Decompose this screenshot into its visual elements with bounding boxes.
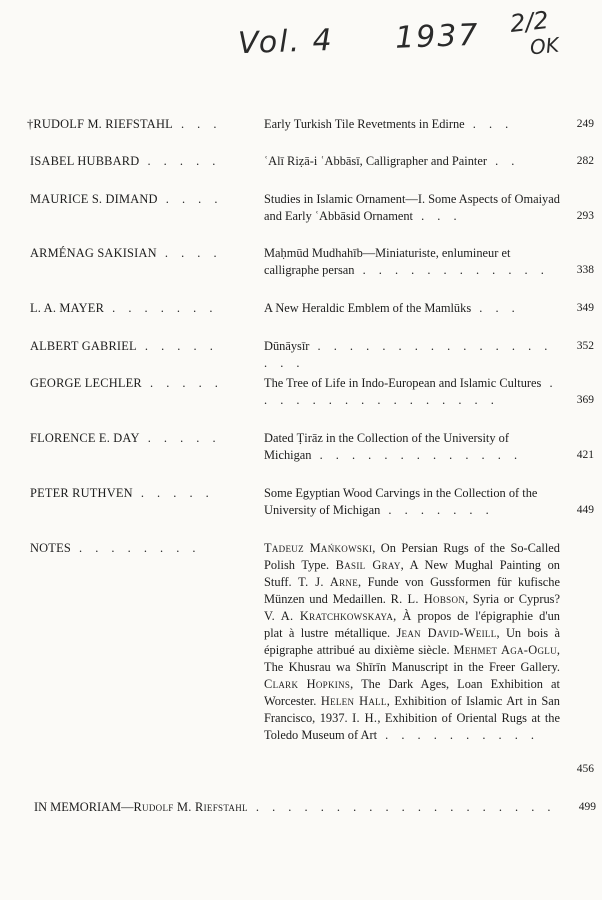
entry-page: 352 xyxy=(576,340,594,352)
entry-title: Early Turkish Tile Revetments in Edirne xyxy=(264,117,465,131)
handwritten-ok: OK xyxy=(528,32,561,60)
entry-title: Dūnāysīr xyxy=(264,339,310,353)
memoriam-label: IN MEMORIAM— xyxy=(34,800,134,814)
note-text: , A New Mughal Painting on Stuff. xyxy=(264,558,560,589)
entry-page: 421 xyxy=(576,449,594,461)
note-author: Clark Hopkins xyxy=(264,677,351,691)
entry-author: GEORGE LECHLER xyxy=(30,376,142,390)
note-author: Mehmet Aga-Oglu xyxy=(453,643,557,657)
note-text: , Un bois à épigraphe attribué au dixième siècle. xyxy=(264,626,560,657)
entry-author: ISABEL HUBBARD xyxy=(30,154,140,168)
entry-page: 499 xyxy=(578,801,596,813)
entry-title: Studies in Islamic Ornament—I. Some Aspects of Omaiyad and Early ʿAbbāsid Ornament xyxy=(264,192,560,223)
entry-page: 293 xyxy=(576,210,594,222)
memoriam-name: Rudolf M. Riefstahl xyxy=(133,800,248,814)
entry-author: ALBERT GABRIEL xyxy=(30,339,137,353)
entry-title: ʿAlī Riẓā-i ʿAbbāsī, Calligrapher and Painter xyxy=(264,154,487,168)
entry-title: Dated Ṭirāz in the Collection of the University of Michigan xyxy=(264,431,509,462)
entry-page: 449 xyxy=(576,504,594,516)
entry-author: MAURICE S. DIMAND xyxy=(30,192,158,206)
note-author: Jean David-Weill xyxy=(396,626,497,640)
entry-author: FLORENCE E. DAY xyxy=(30,431,140,445)
note-author: I. H. xyxy=(352,711,378,725)
note-author: R. L. Hobson xyxy=(390,592,466,606)
note-author: T. J. Arne xyxy=(298,575,358,589)
note-author: Tadeuz Mańkowski xyxy=(264,541,373,555)
entry-page: 456 xyxy=(576,763,594,775)
entry-author: L. A. MAYER xyxy=(30,301,105,315)
note-text: , Funde von Gussformen für kufische Münzen und Medaillen. xyxy=(264,575,560,606)
note-text: , Syria or Cyprus? xyxy=(465,592,560,606)
entry-title: Maḥmūd Mudhahīb—Miniaturiste, enlumineur et calligraphe persan xyxy=(264,246,511,277)
note-text: , The Dark Ages, Loan Exhibition at Worcester. xyxy=(264,677,560,708)
entry-title: A New Heraldic Emblem of the Mamlūks xyxy=(264,301,472,315)
memoriam-entry: IN MEMORIAM—Rudolf M. Riefstahl . . . . . . . . . . . . . . . . . . . 499 xyxy=(34,800,596,814)
entry-page: 282 xyxy=(576,155,594,167)
note-author: V. A. Kratchkowskaya xyxy=(264,609,394,623)
entry-title: The Tree of Life in Indo-European and Islamic Cultures xyxy=(264,376,542,390)
entry-page: 249 xyxy=(576,118,594,130)
entry-author: PETER RUTHVEN xyxy=(30,486,133,500)
handwritten-mark: 2/2 xyxy=(508,6,550,38)
note-author: Helen Hall xyxy=(320,694,387,708)
note-text: , Exhibition of Islamic Art in San Francisco, 1937. xyxy=(264,694,560,725)
entry-title: Some Egyptian Wood Carvings in the Collection of the University of Michigan xyxy=(264,486,538,517)
notes-body: Tadeuz Mańkowski, On Persian Rugs of the So-Called Polish Type. Basil Gray, A New Mughal Painting on Stuff. T. J. Arne, Funde von Gussformen für kufische Münzen und Medaillen. R. L. Hobson, Syria or Cyprus? V. A. Kratchkowskaya, À propos de l'épigraphie d'un plat à lustre métallique. Jean David-Weill, Un bois à épigraphe attribué au dixième siècle. Mehmet Aga-Oglu, The Khusrau wa Shīrīn Manuscript in the Freer Gallery. Clark Hopkins, The Dark Ages, Loan Exhibition at Worcester. Helen Hall, Exhibition of Islamic Art in San Francisco, 1937. I. H., Exhibition of Oriental Rugs at the Toledo Museum of Art . . . . . . . . . . xyxy=(264,541,560,742)
handwritten-annotation xyxy=(237,18,480,61)
note-text: , Exhibition of Oriental Rugs at the Toledo Museum of Art xyxy=(264,711,560,742)
handwritten-volume: Vol. 4 xyxy=(237,22,335,62)
note-text: , On Persian Rugs of the So-Called Polish Type. xyxy=(264,541,560,572)
note-text: , The Khusrau wa Shīrīn Manuscript in the Freer Gallery. xyxy=(264,643,560,674)
entry-author: †RUDOLF M. RIEFSTAHL xyxy=(27,117,173,131)
entry-page: 338 xyxy=(576,264,594,276)
entry-page: 349 xyxy=(576,302,594,314)
entry-author: ARMÉNAG SAKISIAN xyxy=(30,246,157,260)
handwritten-year: 1937 xyxy=(394,17,481,56)
notes-label: NOTES xyxy=(30,541,71,555)
entry-page: 369 xyxy=(576,394,594,406)
note-text: , À propos de l'épigraphie d'un plat à lustre métallique. xyxy=(264,609,560,640)
note-author: Basil Gray xyxy=(335,558,401,572)
